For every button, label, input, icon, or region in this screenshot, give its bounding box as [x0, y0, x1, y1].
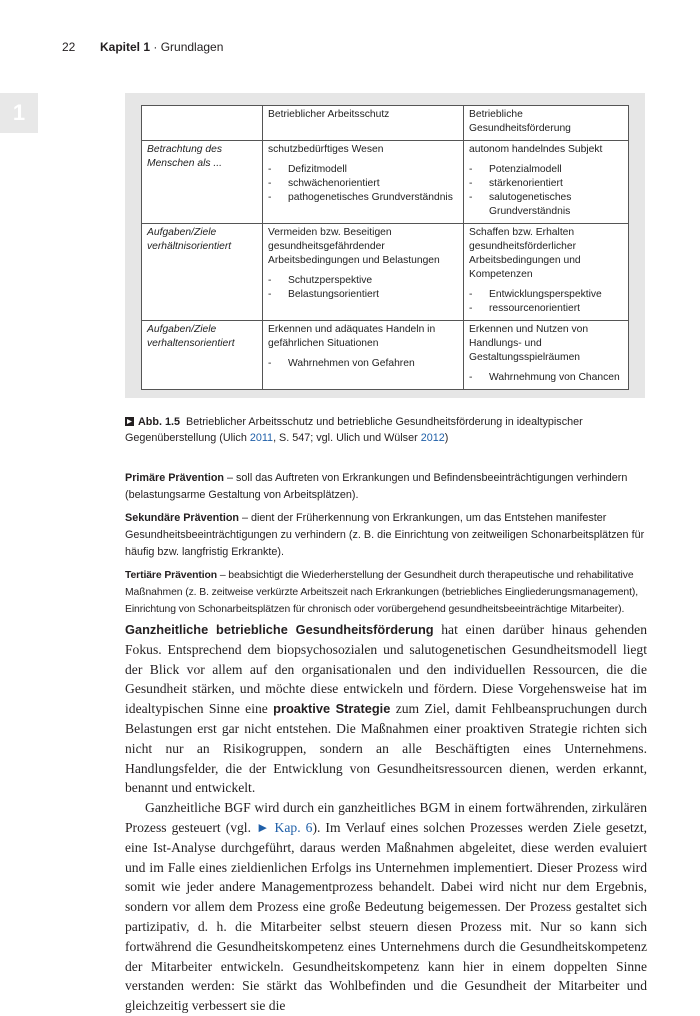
table-cell [464, 141, 629, 224]
running-header [62, 40, 223, 54]
list-item: - Wahrnehmen von Gefahren [268, 357, 458, 371]
table-cell [464, 224, 629, 321]
section-label: Grundlagen [160, 40, 224, 54]
page-number: 22 [62, 40, 76, 54]
definition-text: – dient der Früherkennung von Erkrankungen, um das Entstehen manifester Gesundheitsbeeinträchtigungen zu verhindern (z. B. die Einrichtung von zeitweiligen Schonarbeitsplätzen für häufig bzw. langfristig Erkrankte). [125, 512, 645, 558]
cell-text: Schaffen bzw. Erhalten gesundheitsförderlicher Arbeitsbedingungen und Kompetenzen [469, 227, 581, 280]
definition-primary [125, 470, 645, 504]
list-item: - Wahrnehmung von Chancen [469, 371, 623, 385]
table-row [142, 224, 629, 321]
definition-tertiary [125, 567, 645, 618]
row-label: Aufgaben/Ziele verhaltensorientiert [142, 321, 263, 390]
paragraph-term: Ganzheitliche betriebliche Gesundheitsförderung [125, 622, 434, 637]
paragraph-term: proaktive Strategie [273, 701, 391, 717]
column-header-gesundheitsfoerderung: Betriebliche Gesundheitsförderung [464, 106, 629, 141]
caption-text: ) [444, 432, 449, 444]
dash-list [469, 288, 623, 316]
figure-1-5 [125, 93, 645, 398]
header-separator: · [150, 40, 161, 54]
cell-text: autonom handelndes Subjekt [469, 144, 603, 155]
cell-text: Erkennen und adäquates Handeln in gefährlichen Situationen [268, 324, 436, 349]
chapter-reference-link[interactable]: ► Kap. 6 [256, 819, 313, 835]
chapter-label: Kapitel 1 [100, 40, 151, 54]
comparison-table [141, 105, 629, 390]
table-cell [263, 224, 464, 321]
list-item: - schwächenorientiert [268, 177, 458, 191]
table-row [142, 141, 629, 224]
paragraph-text: zum Ziel, damit Fehlbeanspruchungen durch Belastungen erst gar nicht entstehen. Die Maßnahmen einer proaktiven Strategie richten sich nicht nur an Risikogruppen, sondern an alle Beschäftigten eines Unternehmens. Handlungsfelder, die der Entwicklung von Gesundheitsressourcen dienen, werden erkannt, benannt und entwickelt. [125, 701, 647, 796]
list-item: - salutogenetisches Grundverständnis [469, 191, 623, 219]
list-item: - ressourcenorientiert [469, 302, 623, 316]
citation-link-2011[interactable]: 2011 [249, 432, 274, 444]
cell-text: Erkennen und Nutzen von Handlungs- und Gestaltungsspielräumen [469, 324, 589, 363]
dash-list [268, 357, 458, 371]
citation-link-2012[interactable]: 2012 [420, 432, 445, 444]
chapter-tab: 1 [0, 93, 38, 133]
list-item: - stärkenorientiert [469, 177, 623, 191]
table-row [142, 321, 629, 390]
definition-text: – soll das Auftreten von Erkrankungen und Befindensbeeinträchtigungen verhindern (belastungsarme Gestaltung von Arbeitsplätzen). [125, 472, 628, 501]
column-header-arbeitsschutz: Betrieblicher Arbeitsschutz [263, 106, 464, 141]
definitions-box [125, 470, 645, 624]
dash-list [268, 274, 458, 302]
table-corner-cell [142, 106, 263, 141]
table-header-row [142, 106, 629, 141]
list-item: - Entwicklungsperspektive [469, 288, 623, 302]
dash-list [469, 163, 623, 219]
caption-text: Betrieblicher Arbeitsschutz und betriebliche Gesundheitsförderung in idealtypischer Gegenüberstellung (Ulich [125, 416, 583, 444]
table-cell [263, 141, 464, 224]
body-text [125, 620, 647, 1016]
dash-list [469, 371, 623, 385]
definition-term: Primäre Prävention [125, 472, 225, 484]
paragraph [125, 620, 647, 798]
list-item: - Belastungsorientiert [268, 288, 458, 302]
paragraph-text: ). Im Verlauf eines solchen Prozesses werden Ziele gesetzt, eine Ist-Analyse durchgeführt, daraus werden Maßnahmen abgeleitet, diese werden evaluiert und im Falle eines zieldienlichen Erfolgs ins Unternehmen implementiert. Dieser Prozess wird somit wie jeder andere Managementprozess behandelt. Dabei wird nicht nur dem Ergebnis, sondern vor allem dem Prozess eine große Bedeutung beigemessen. Der Prozess gestaltet sich partizipativ, d. h. die Mitarbeiter selbst steuern diesen Prozess mit. Nur so kann sich fortwährend die Gesundheitskompetenz eines Unternehmens durch die Gesundheitskompetenz der Mitarbeiter entwickeln. Gesundheitskompetenz kann hier in einem doppelten Sinne verstanden werden: Sie stärkt das Wohlbefinden und die Gesundheit der Mitarbeiter und gleichzeitig verbessert sie die [125, 819, 647, 1014]
cell-text: schutzbedürftiges Wesen [268, 144, 384, 155]
definition-text: – beabsichtigt die Wiederherstellung der Gesundheit durch therapeutische und rehabilitative Maßnahmen (z. B. zeitweise verkürzte Arbeitszeit nach Erkrankungen (betriebliches Eingliederungsmanagement), Einrichtung von Schonarbeitsplätzen für chronisch oder vorübergehend gesundheitsbeeinträchtige Mitarbeiter). [125, 570, 639, 615]
definition-term: Tertiäre Prävention [125, 570, 218, 581]
definition-secondary [125, 510, 645, 561]
definition-term: Sekundäre Prävention [125, 512, 240, 524]
list-item: - Defizitmodell [268, 163, 458, 177]
list-item: - Schutzperspektive [268, 274, 458, 288]
cell-text: Vermeiden bzw. Beseitigen gesundheitsgefährdender Arbeitsbedingungen und Belastungen [268, 227, 440, 266]
figure-marker-icon [125, 417, 134, 426]
figure-label: Abb. 1.5 [138, 416, 180, 428]
table-cell [263, 321, 464, 390]
caption-text: , S. 547; vgl. Ulich und Wülser [273, 432, 421, 444]
row-label: Betrachtung des Menschen als ... [142, 141, 263, 224]
list-item: - Potenzialmodell [469, 163, 623, 177]
figure-caption [125, 414, 645, 446]
table-cell [464, 321, 629, 390]
paragraph-text: hat einen darüber hinaus gehenden Fokus. Entsprechend dem biopsychosozialen und salutogenetischen Gesundheitsmodell liegt der Blick vor allem auf den organisationalen und den individuellen Ressourcen, die die Gesundheit stärken, und möchte diese entwickeln und fördern. Diese Vorgehensweise hat im idealtypischen Sinne eine [125, 622, 647, 717]
paragraph [125, 798, 647, 1016]
row-label: Aufgaben/Ziele verhältnisorientiert [142, 224, 263, 321]
paragraph-text: Ganzheitliche BGF wird durch ein ganzheitliches BGM in einem fortwährenden, zirkulären Prozess gesteuert (vgl. [125, 800, 647, 835]
dash-list [268, 163, 458, 205]
list-item: - pathogenetisches Grundverständnis [268, 191, 458, 205]
